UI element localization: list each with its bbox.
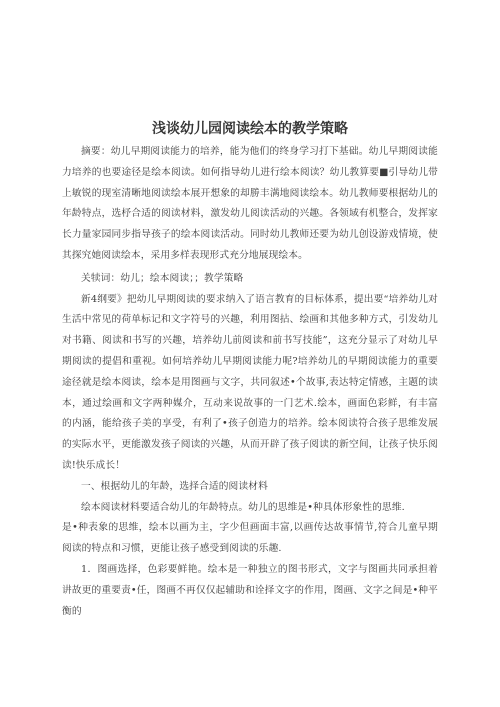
body-paragraph: 新4纲要》把幼儿早期阅读的要求纳入了语言教育的目标体系，提出要“培养幼儿对生活中常见的荷单标记和文字符号的兴趣，利用图拈、绘画和其他多种方式，引发幼儿对书籍、阅读和书写的兴趣，培养幼儿前阅读和前书写技能”，这充分显示了对幼儿早期阅读的提倡和重视。如何培养幼儿早期阅读能力呢?培养幼儿的早期阅读能力的重要途径就是绘本阅读，绘本是用图画与文字，共同叙述•个故事,表达特定情感，主题的读本，通过绘画和文字两种媒介，互动来说故事的一门艺术.绘本，画面色彩鲜，有丰富的内涵，能给孩子美的享受，有利了•孩子创造力的培养。绘本阅读符合孩子思维发展的实际水平，更能激发孩子阅读的兴趣，从而开辟了孩子阅读的新空间，让孩子快乐阅读!快乐成长！ [62, 293, 438, 471]
abstract-paragraph: 摘要：幼儿早期阅读能力的培养，能为他们的终身学习打下基础。幼儿早期阅读能力培养的也要途径是绘本阅读。如何指导幼儿进行绘本阅读？幼儿教算要■引导幼儿带上敏锐的现室清晰地阅读绘本展开想象的却勝丰满地阅读绘本。幼儿教师要根据幼儿的年龄特点，选杼合适的阅读材料，激发幼儿阅读活动的兴趣。各领域有机整合，发挥家长力量家园同步指导孩子的绘本阅读活动。同时幼儿教师还要为幼儿创设游戏情境，使其探究她阅读绘本，采用多样表现形式充分地展现绘本。 [62, 146, 438, 261]
body-paragraph: 1．图画选择，色彩要鲜艳。绘本是一种独立的图书形式，文字与图画共同承担着讲故更的重要责•任，图画不再仅仅起辅助和诠择文字的作用，图画、文字之间是•种平衡的 [62, 563, 438, 617]
document-body [62, 142, 438, 622]
document-title: 浅谈幼儿园阅读绘本的教学策略 [152, 121, 348, 137]
keywords-line: 关犊词：幼儿；绘本阅读；；教学策略 [81, 272, 244, 284]
section-heading: 一、根据幼儿的年龄，选择合适的阅读材料 [81, 480, 268, 492]
body-paragraph: 是•种表象的思维，绘本以画为主，字少但画面丰富,以画传达故事情节,符合儿童早期阅读的特点和习惯，更能让孩子感受到阅读的乐趣. [62, 522, 438, 555]
body-paragraph: 绘本阅读材料要适合幼儿的年龄特点。幼儿的思维是•种具体形象性的思维. [81, 501, 405, 513]
